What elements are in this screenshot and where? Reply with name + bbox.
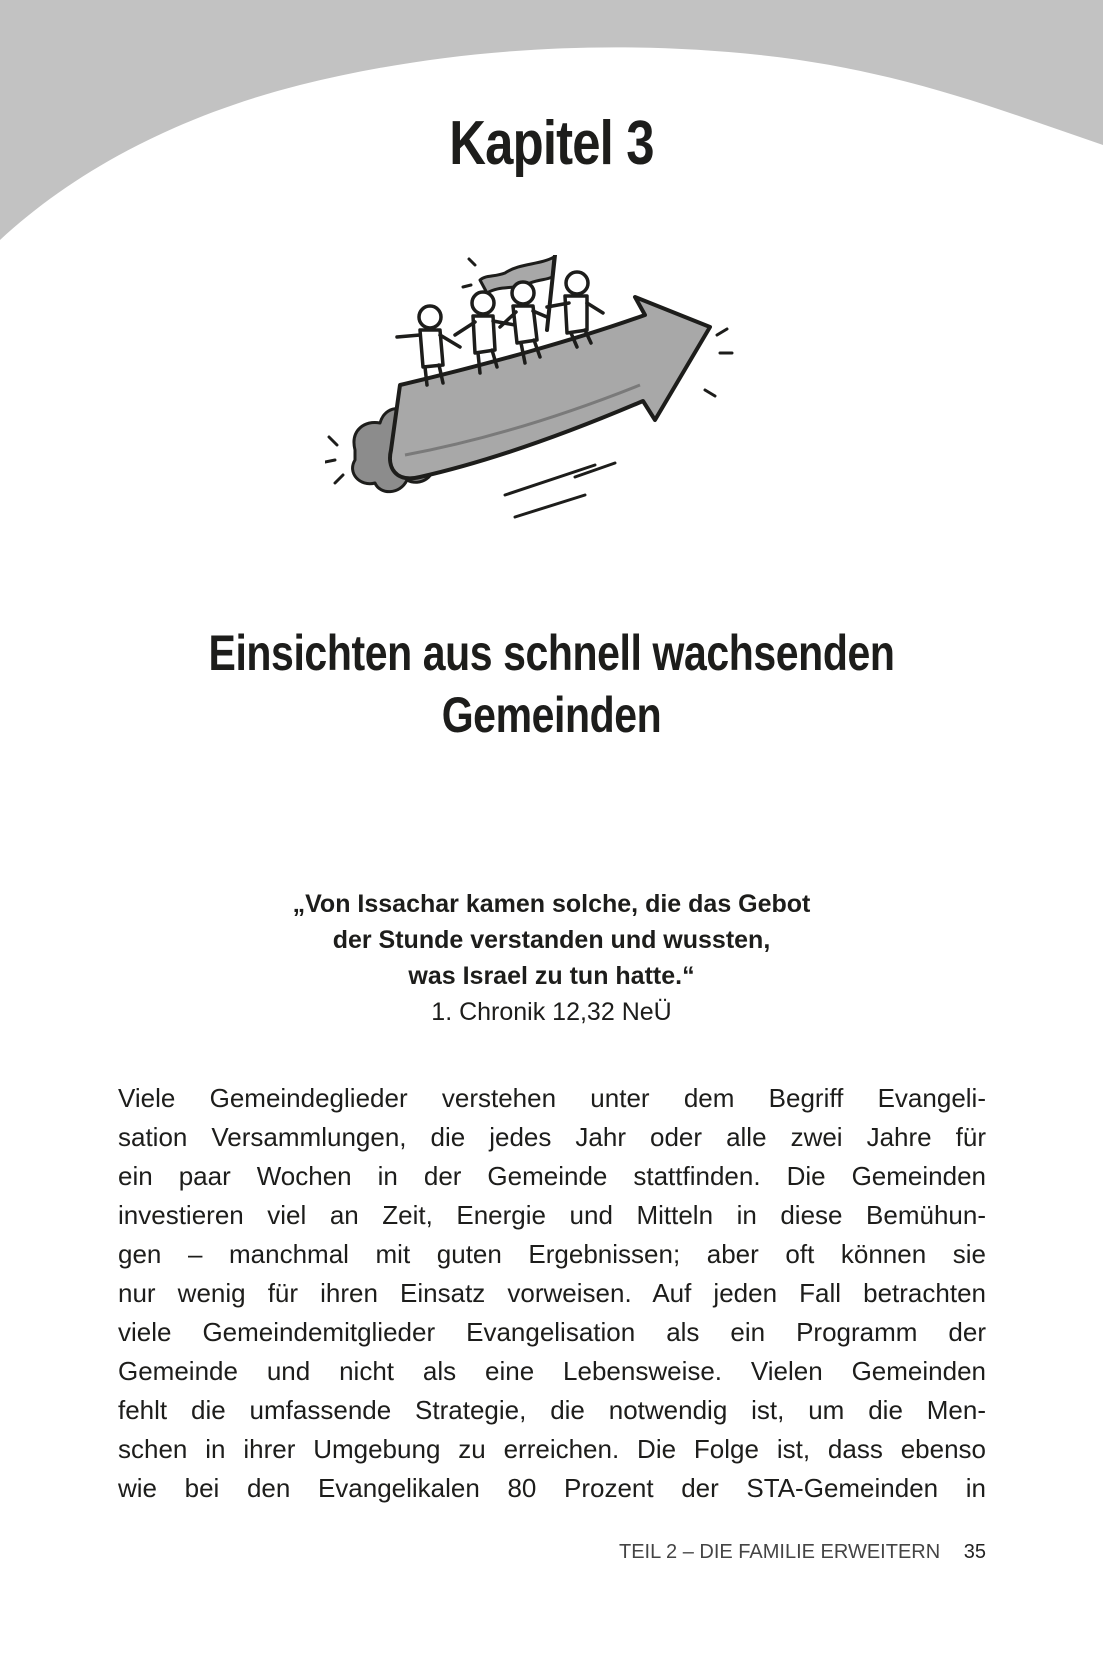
body-line: fehlt die umfassende Strategie, die notwendig ist, um die Men- [118, 1395, 986, 1425]
body-line: ein paar Wochen in der Gemeinde stattfinden. Die Gemeinden [118, 1161, 986, 1191]
quote-line: „Von Issachar kamen solche, die das Gebot [292, 890, 811, 918]
page-number: 35 [963, 1541, 986, 1563]
body-line: viele Gemeindemitglieder Evangelisation als ein Programm der [118, 1317, 986, 1347]
heading-line: Einsichten aus schnell wachsenden [208, 625, 895, 681]
body-line: schen in ihrer Umgebung zu erreichen. Die Folge ist, dass ebenso [118, 1434, 986, 1464]
body-line: nur wenig für ihren Einsatz vorweisen. Auf jeden Fall betrachten [118, 1278, 986, 1308]
quote-line: der Stunde verstanden und wussten, [332, 926, 771, 954]
page-footer [619, 1541, 986, 1564]
quote-source: 1. Chronik 12,32 NeÜ [431, 998, 672, 1026]
chapter-heading [99, 622, 1003, 746]
chapter-title: Kapitel 3 [449, 109, 654, 178]
body-line: investieren viel an Zeit, Energie und Mitteln in diese Bemühun- [118, 1200, 986, 1230]
body-line: sation Versammlungen, die jedes Jahr oder alle zwei Jahre für [118, 1122, 986, 1152]
body-paragraph [118, 1079, 986, 1508]
body-line: wie bei den Evangelikalen 80 Prozent der STA-Gemeinden in [118, 1473, 986, 1503]
quote-line: was Israel zu tun hatte.“ [408, 962, 695, 990]
running-head: TEIL 2 – DIE FAMILIE ERWEITERN [618, 1541, 941, 1563]
people-riding-arrow-illustration [325, 255, 755, 545]
bible-quote [150, 886, 953, 994]
body-line: Viele Gemeindeglieder verstehen unter dem Begriff Evangeli- [118, 1083, 986, 1113]
body-line: Gemeinde und nicht als eine Lebensweise. Vielen Gemeinden [118, 1356, 986, 1386]
body-line: gen – manchmal mit guten Ergebnissen; aber oft können sie [118, 1239, 986, 1269]
heading-line: Gemeinden [441, 687, 662, 743]
